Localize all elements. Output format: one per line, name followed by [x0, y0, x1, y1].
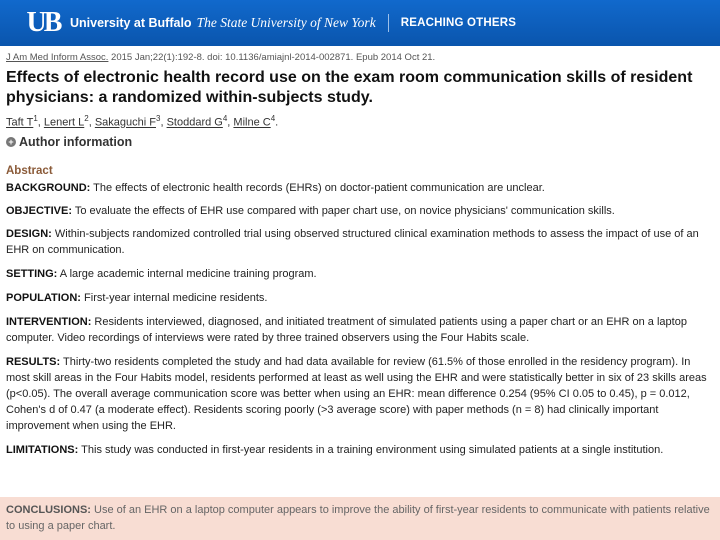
section-label: OBJECTIVE:	[6, 204, 73, 217]
author-affiliation: 2	[84, 114, 89, 123]
citation	[6, 52, 712, 64]
article-title: Effects of electronic health record use on the exam room communication skills of resident physicians: a randomized within-subjects study.	[6, 69, 693, 106]
citation-details: 2015 Jan;22(1):192-8. doi: 10.1136/amiajnl-2014-002871. Epub 2014 Oct 21.	[108, 52, 436, 63]
author-link[interactable]: Milne C	[233, 116, 271, 129]
section-label: SETTING:	[6, 267, 58, 280]
abstract-results	[6, 354, 712, 434]
abstract-heading: Abstract	[6, 164, 53, 177]
abstract-limitations	[6, 442, 712, 458]
abstract-population	[6, 290, 712, 306]
conclusions-highlight	[0, 497, 720, 540]
author-information-toggle[interactable]	[6, 135, 712, 149]
abstract-conclusions	[6, 502, 714, 534]
abstract-background	[6, 180, 712, 196]
section-label: INTERVENTION:	[6, 315, 92, 328]
banner-text	[70, 14, 516, 32]
author-affiliation: 4	[222, 114, 228, 123]
author-link[interactable]: Lenert L	[43, 116, 85, 129]
author-affiliation: 3	[156, 114, 161, 123]
section-text: Residents interviewed, diagnosed, and initiated treatment of simulated patients using a paper chart or an EHR on a laptop computer. Video recordings of interviews were rated by three trained observers using the Four Habits scale.	[6, 315, 687, 344]
author-link[interactable]: Sakaguchi F	[94, 116, 156, 129]
section-text: First-year internal medicine residents.	[80, 291, 268, 304]
author-affiliation: 4	[270, 114, 276, 123]
journal-link[interactable]: J Am Med Inform Assoc.	[6, 52, 109, 63]
logo-mark: UB	[26, 7, 60, 38]
abstract-design	[6, 226, 712, 258]
abstract-intervention	[6, 314, 712, 346]
author-link[interactable]: Taft T	[6, 116, 34, 129]
author-link[interactable]: Stoddard G	[166, 116, 223, 129]
plus-icon: +	[6, 137, 16, 147]
section-label: RESULTS:	[6, 355, 61, 368]
abstract-objective	[6, 203, 712, 219]
university-name: University at Buffalo	[70, 16, 192, 30]
author-information-label: Author information	[19, 134, 133, 149]
banner-divider	[388, 14, 389, 32]
section-label: CONCLUSIONS:	[6, 504, 91, 516]
section-label: LIMITATIONS:	[6, 443, 79, 456]
section-text: A large academic internal medicine training program.	[57, 267, 317, 280]
section-text: The effects of electronic health records (EHRs) on doctor-patient communication are unclear.	[90, 181, 545, 194]
article-content	[6, 52, 712, 458]
section-label: DESIGN:	[6, 227, 52, 240]
section-label: BACKGROUND:	[6, 181, 91, 194]
author-affiliation: 1	[33, 114, 38, 123]
section-text: Use of an EHR on a laptop computer appears to improve the ability of first-year residents to communicate with patients relative to using a paper chart.	[6, 504, 710, 532]
section-text: Thirty-two residents completed the study and had data available for review (61.5% of those enrolled in the residency program). In most skill areas in the Four Habits model, residents performed at least as well using the EHR and were statistically better in six of 23 skills areas (p<0.05). The overall average communication score was better when using an EHR: mean difference 0.254 (95% CI 0.05 to 0.45), p = 0.012, Cohen's d of 0.47 (a moderate effect). Residents scoring poorly (>3 average score) with paper methods (n = 8) had clinically important improvement when using the EHR.	[6, 355, 707, 432]
author-list: Taft $T^1$, Lenert $L^2$, Sakaguchi $F^3$, Stoddard $G^4$, Milne $C^4$.	[6, 114, 279, 129]
section-text: This study was conducted in first-year residents in a training environment using simulated patients at a single institution.	[78, 443, 664, 456]
section-label: POPULATION:	[6, 291, 81, 304]
university-subtitle: The State University of New York	[196, 15, 376, 30]
abstract-setting	[6, 266, 712, 282]
header-banner	[0, 0, 720, 46]
banner-tagline: REACHING OTHERS	[400, 17, 517, 29]
section-text: To evaluate the effects of EHR use compared with paper chart use, on novice physicians' communication skills.	[72, 204, 615, 217]
section-text: Within-subjects randomized controlled trial using observed structured clinical examination methods to assess the impact of use of an EHR on communication.	[6, 227, 699, 256]
ub-logo[interactable]	[22, 8, 64, 38]
